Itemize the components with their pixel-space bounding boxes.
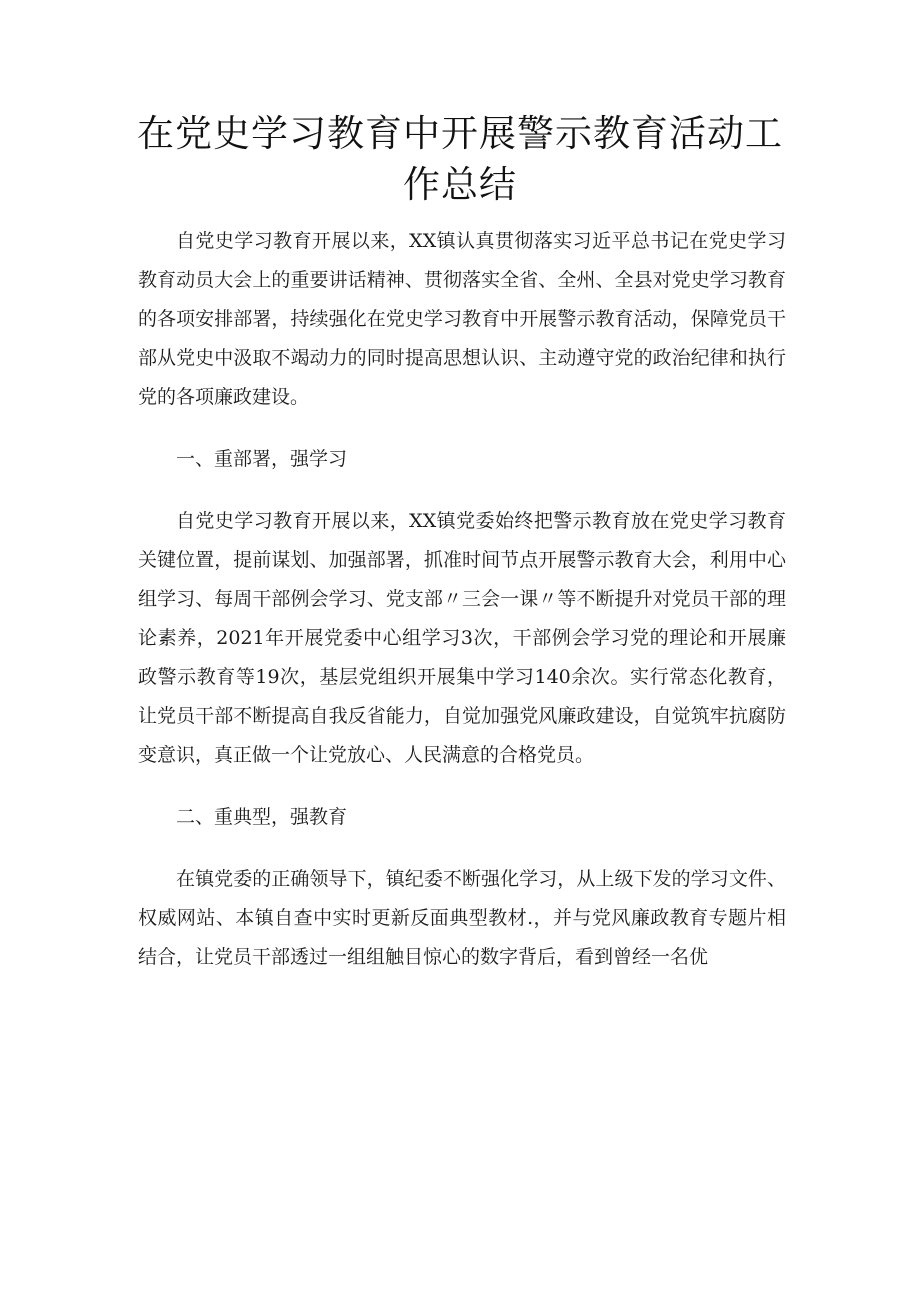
section-1-paragraph: 自党史学习教育开展以来，XX镇党委始终把警示教育放在党史学习教育关键位置，提前谋划、加强部署，抓准时间节点开展警示教育大会，利用中心组学习、每周干部例会学习、党支部〃三会一课〃等不断提升对党员干部的理论素养，2021年开展党委中心组学习3次，干部例会学习党的理论和开展廉政警示教育等19次，基层党组织开展集中学习140余次。实行常态化教育，让党员干部不断提高自我反省能力，自觉加强党风廉政建设，自觉筑牢抗腐防变意识，真正做一个让党放心、人民满意的合格党员。: [138, 510, 786, 766]
section-heading-2: 二、重典型，强教育: [176, 806, 348, 828]
section-heading-1: 一、重部署，强学习: [176, 448, 348, 470]
section-2-paragraph: 在镇党委的正确领导下，镇纪委不断强化学习，从上级下发的学习文件、权威网站、本镇自查中实时更新反面典型教材.，并与党风廉政教育专题片相结合，让党员干部透过一组组触目惊心的数字背后，看到曾经一名优: [138, 868, 786, 968]
document-title: 在党史学习教育中开展警示教育活动工作总结: [137, 112, 783, 206]
intro-paragraph: 自党史学习教育开展以来，XX镇认真贯彻落实习近平总书记在党史学习教育动员大会上的重要讲话精神、贯彻落实全省、全州、全县对党史学习教育的各项安排部署，持续强化在党史学习教育中开展警示教育活动，保障党员干部从党史中汲取不竭动力的同时提高思想认识、主动遵守党的政治纪律和执行党的各项廉政建设。: [138, 230, 786, 408]
document-body: [138, 222, 786, 977]
